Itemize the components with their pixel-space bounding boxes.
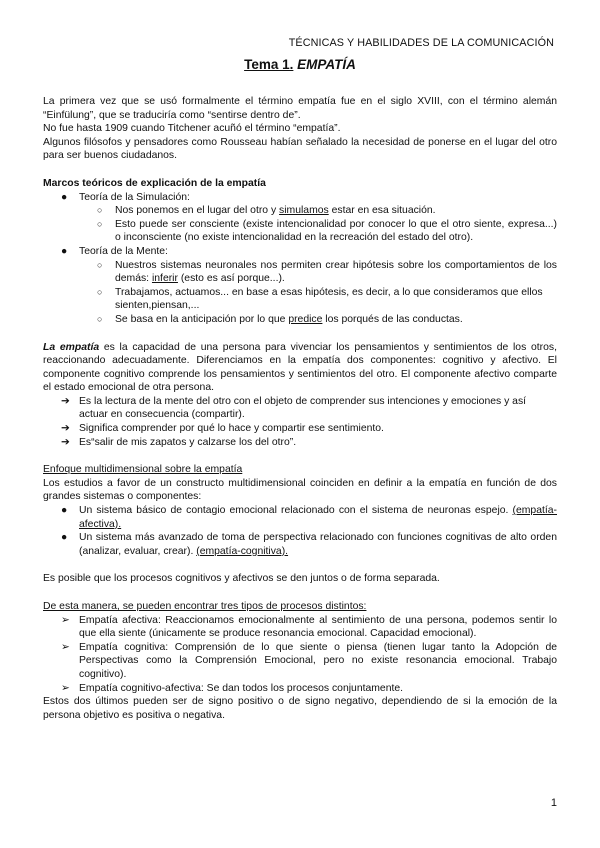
- intro-paragraph-3: Algunos filósofos y pensadores como Rousseau habían señalado la necesidad de ponerse en el lugar del otro para ser buenos ciudadanos.: [43, 136, 557, 162]
- arrow-bullet-icon: ➔: [61, 436, 70, 448]
- list-item: ➔ Significa comprender por qué lo hace y compartir ese sentimiento.: [61, 423, 384, 435]
- circle-bullet-icon: ○: [97, 259, 103, 270]
- tipos-list: [43, 614, 557, 696]
- title-text: EMPATÍA: [293, 57, 356, 72]
- tipos-heading: De esta manera, se pueden encontrar tres tipos de procesos distintos:: [43, 601, 367, 612]
- disc-bullet-icon: ●: [61, 505, 68, 517]
- list-item: ➢ Empatía cognitiva: Comprensión de lo que siente o piensa (tienen lugar tanto la Adopción de Perspectivas como la Comprensión Emocional, pero no existe resonancia emocional. Trabajo cognitivo).: [61, 641, 557, 680]
- closing-paragraph: Estos dos últimos pueden ser de signo positivo o de signo negativo, dependiendo de si la emoción de la persona objetivo es positiva o negativa.: [43, 696, 557, 721]
- arrow-bullet-icon: ➔: [61, 423, 70, 435]
- list-item: [43, 245, 557, 327]
- underlined-term: inferir: [151, 273, 178, 285]
- posible-paragraph: Es posible que los procesos cognitivos y afectivos se den juntos o de forma separada.: [43, 573, 440, 585]
- disc-bullet-icon: ●: [61, 191, 68, 203]
- underlined-term: (empatía-afectiva).: [79, 505, 557, 530]
- list-item: ○ Se basa en la anticipación por lo que predice los porqués de las conductas.: [97, 313, 463, 325]
- circle-bullet-icon: ○: [97, 205, 103, 216]
- title-number: Tema 1.: [244, 57, 294, 72]
- list-item: ➢ Empatía afectiva: Reaccionamos emocionalmente al sentimiento de una persona, podemos sentir lo que ella siente (únicamente se produce resonancia emocional. Capacidad emocional).: [61, 614, 557, 640]
- list-item: [43, 191, 557, 245]
- list-item: ○ Nos ponemos en el lugar del otro y simulamos estar en esa situación.: [97, 205, 436, 217]
- intro-paragraph-1: La primera vez que se usó formalmente el término empatía fue en el siglo XVIII, con el término alemán “Einfülung”, que se traduciría como “sentirse dentro de”.: [43, 96, 557, 121]
- empatia-definition: La empatía es la capacidad de una persona para vivenciar los pensamientos y sentimientos de los otros, reaccionando adecuadamente. Diferenciamos en la empatía dos componentes: cognitivo y afectivo. El componente cognitivo comprende los pensamientos y sentimientos del otro. El componente afectivo comparte el estado emocional de otra persona.: [43, 341, 557, 394]
- arrow-bullet-icon: ➔: [61, 395, 70, 407]
- marcos-list: [43, 191, 557, 327]
- enfoque-paragraph: Los estudios a favor de un constructo multidimensional coinciden en definir a la empatía en función de dos grandes sistemas o componentes:: [43, 477, 557, 503]
- list-item: ➢ Empatía cognitivo-afectiva: Se dan todos los procesos conjuntamente.: [61, 682, 404, 694]
- underlined-term: simulamos: [279, 205, 329, 217]
- document-body: [43, 95, 557, 722]
- enfoque-list: [43, 504, 557, 558]
- disc-bullet-icon: ●: [61, 245, 68, 257]
- teoria-simulacion-label: Teoría de la Simulación:: [79, 191, 190, 203]
- empatia-lead: La empatía: [43, 341, 100, 353]
- intro-paragraph-2: No fue hasta 1909 cuando Titchener acuñó el término “empatía”.: [43, 123, 341, 135]
- list-item: ○ Trabajamos, actuamos... en base a esas hipótesis, es decir, a lo que consideramos que ellos sienten,piensan,...: [97, 286, 543, 312]
- list-item: ○ Nuestros sistemas neuronales nos permiten crear hipótesis sobre los comportamientos de los demás: inferir (esto es así porque...).: [97, 259, 557, 285]
- list-item: ○ Esto puede ser consciente (existe intencionalidad por conocer lo que el otro siente, expresa...) o inconsciente (no existe intencionalidad en la recreación del estado del otro).: [97, 218, 557, 244]
- underlined-term: (empatía-cognitiva).: [196, 545, 289, 557]
- underlined-term: predice: [288, 313, 323, 325]
- list-item: ➔ Es“salir de mis zapatos y calzarse los del otro”.: [61, 436, 297, 448]
- disc-bullet-icon: ●: [61, 532, 68, 544]
- list-item: ● Un sistema básico de contagio emocional relacionado con el sistema de neuronas espejo. (empatía-afectiva).: [61, 505, 557, 530]
- running-header: TÉCNICAS Y HABILIDADES DE LA COMUNICACIÓN: [288, 37, 554, 49]
- marcos-heading: Marcos teóricos de explicación de la empatía: [43, 177, 266, 189]
- circle-bullet-icon: ○: [97, 313, 103, 324]
- triangle-bullet-icon: ➢: [61, 614, 70, 626]
- list-item: ● Un sistema más avanzado de toma de perspectiva relacionado con funciones cognitivas de alto orden (analizar, evaluar, crear). (empatía-cognitiva).: [61, 532, 557, 557]
- list-item: ➔ Es la lectura de la mente del otro con el objeto de comprender sus intenciones y emociones y así actuar en consecuencia (compartir).: [61, 395, 527, 421]
- page-number: 1: [550, 797, 557, 809]
- triangle-bullet-icon: ➢: [61, 682, 70, 694]
- teoria-mente-label: Teoría de la Mente:: [79, 245, 168, 257]
- empatia-arrow-list: [43, 395, 557, 449]
- enfoque-heading: Enfoque multidimensional sobre la empatía: [43, 464, 243, 476]
- circle-bullet-icon: ○: [97, 218, 103, 229]
- triangle-bullet-icon: ➢: [61, 641, 70, 653]
- page-title: [0, 57, 600, 72]
- circle-bullet-icon: ○: [97, 286, 103, 297]
